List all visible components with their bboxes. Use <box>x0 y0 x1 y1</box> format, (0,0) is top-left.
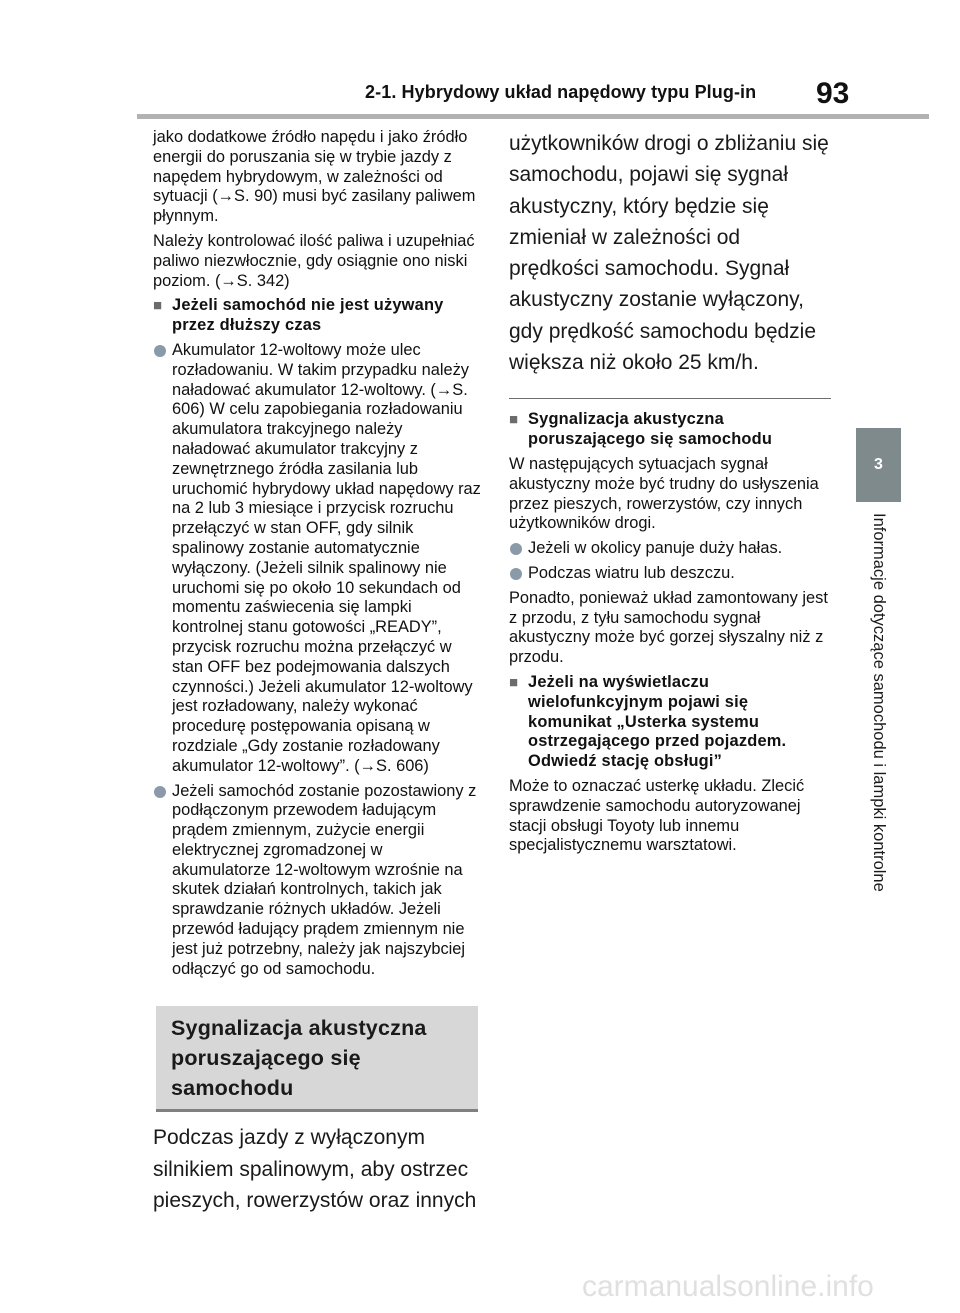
right-bullet-1 <box>509 539 831 559</box>
left-subheading-1-text: Jeżeli samochód nie jest używany przez dłuższy czas <box>172 296 444 335</box>
right-bullet-2 <box>509 564 831 584</box>
right-subheading-1 <box>509 410 831 450</box>
left-bullet-2 <box>153 782 483 980</box>
left-paragraph-1: jako dodatkowe źródło napędu i jako źródło energii do poruszania się w trybie jazdy z napędem hybrydowym, w zależności od sytuacji (→S. 90) musi być zasilany paliwem płynnym. <box>153 128 476 226</box>
round-bullet-icon <box>510 568 522 580</box>
left-paragraph-2: Należy kontrolować ilość paliwa i uzupełniać paliwo niezwłocznie, gdy osiągnie ono niski poziom. (→S. 342) <box>153 231 475 290</box>
right-subheading-2-text: Jeżeli na wyświetlaczu wielofunkcyjnym pojawi się komunikat „Usterka systemu ostrzegającego przed pojazdem. Odwiedź stację obsługi” <box>528 672 787 771</box>
watermark-text: carmanualsonline.info <box>582 1270 874 1303</box>
left-bullet-1 <box>153 341 483 777</box>
left-bullet-2-text: Jeżeli samochód zostanie pozostawiony z podłączonym przewodem ładującym prądem zmiennym, zużycie energii elektrycznej zgromadzonej w akumulatorze 12-woltowym wzrośnie na skutek działań kontrolnych, takich jak sprawdzanie różnych układów. Jeżeli przewód ładujący prądem zmiennym nie jest już potrzebny, należy jak najszybciej odłączyć go od samochodu. <box>172 781 477 978</box>
right-paragraph-3: Może to oznaczać usterkę układu. Zlecić sprawdzenie samochodu autoryzowanej stacji obsługi Toyoty lub innemu specjalistycznemu warsztatowi. <box>509 776 805 855</box>
right-paragraph-1: W następujących sytuacjach sygnał akustyczny może być trudny do usłyszenia przez pieszych, rowerzystów, czy innych użytkowników drogi. <box>509 454 819 533</box>
running-header-title: 2-1. Hybrydowy układ napędowy typu Plug-in <box>365 82 757 102</box>
header-rule <box>137 114 929 119</box>
left-subheading-1 <box>153 296 483 336</box>
round-bullet-icon <box>154 786 166 798</box>
section-body-continued: użytkowników drogi o zbliżaniu się samochodu, pojawi się sygnał akustyczny, który będzie się zmieniał w zależności od prędkości samochodu. Sygnał akustyczny zostanie wyłączony, gdy prędkość samochodu będzie większa niż około 25 km/h. <box>509 132 829 375</box>
right-paragraph-2: Ponadto, ponieważ układ zamontowany jest z przodu, z tyłu samochodu sygnał akustyczny może być gorzej słyszalny niż z przodu. <box>509 588 828 667</box>
chapter-caption: Informacje dotyczące samochodu i lampki kontrolne <box>870 513 888 892</box>
divider-rule <box>509 398 831 399</box>
right-column <box>509 128 831 861</box>
square-bullet-icon: ■ <box>153 297 163 315</box>
section-body-start: Podczas jazdy z wyłączonym silnikiem spalinowym, aby ostrzec pieszych, rowerzystów oraz innych <box>153 1126 477 1213</box>
square-bullet-icon: ■ <box>509 673 519 691</box>
left-column <box>153 128 483 1216</box>
right-bullet-1-text: Jeżeli w okolicy panuje duży hałas. <box>528 539 783 558</box>
right-subheading-1-text: Sygnalizacja akustyczna poruszającego się samochodu <box>528 410 773 449</box>
left-bullet-1-text: Akumulator 12-woltowy może ulec rozładowaniu. W takim przypadku należy naładować akumulator 12-woltowy. (→S. 606) W celu zapobiegania rozładowaniu akumulatora trakcyjnego należy naładować akumulator trakcyjny z zewnętrznego źródła zasilania lub uruchomić hybrydowy układ napędowy raz na 2 lub 3 miesiące i przycisk rozruchu przełączyć w stan OFF, gdy silnik spalinowy zostanie automatycznie wyłączony. (Jeżeli silnik spalinowy nie uruchomi się po około 10 sekundach od momentu zaświecenia się lampki kontrolnej stanu gotowości „READY”, przycisk rozruchu można przełączyć w stan OFF bez podejmowania dalszych czynności.) Jeżeli akumulator 12-woltowy jest rozładowany, należy wykonać procedurę postępowania opisaną w rozdziale „Gdy zostanie rozładowany akumulator 12-woltowy”. (→S. 606) <box>172 340 481 775</box>
right-subheading-2 <box>509 673 831 772</box>
right-bullet-2-text: Podczas wiatru lub deszczu. <box>528 563 735 582</box>
square-bullet-icon: ■ <box>509 411 519 429</box>
round-bullet-icon <box>154 345 166 357</box>
section-title-box: Sygnalizacja akustyczna poruszającego się samochodu <box>156 1006 478 1112</box>
round-bullet-icon <box>510 543 522 555</box>
page-number: 93 <box>816 77 850 110</box>
chapter-tab: 3 <box>856 428 901 502</box>
